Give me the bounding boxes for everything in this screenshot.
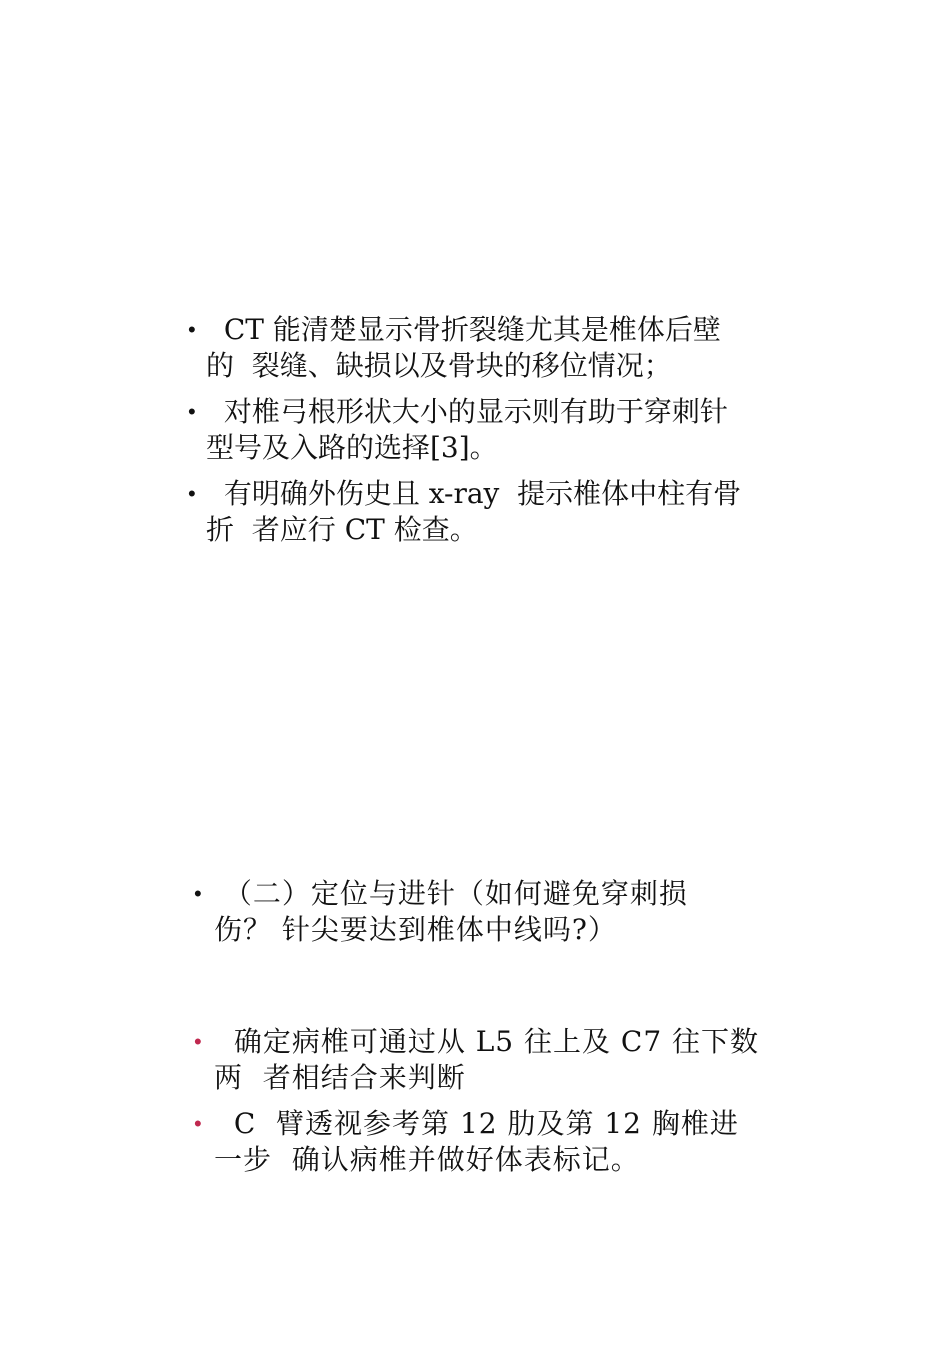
list-item-line: CT 能清楚显示骨折裂缝尤其是椎体后壁 xyxy=(206,313,721,346)
bullet-icon: • xyxy=(188,481,196,506)
list-item-line: 折 者应行 CT 检查。 xyxy=(206,513,478,546)
bullet-icon: • xyxy=(188,317,196,342)
bullet-icon: • xyxy=(188,399,196,424)
list-item xyxy=(180,312,820,384)
list-item-line: 一步 确认病椎并做好体表标记。 xyxy=(214,1143,640,1176)
section-heading-positioning xyxy=(190,876,810,948)
list-item-line: 有明确外伤史且 x-ray 提示椎体中柱有骨 xyxy=(206,477,742,510)
list-item xyxy=(180,394,820,466)
bullet-list-vertebra xyxy=(190,1024,830,1188)
list-item-line: 确定病椎可通过从 L5 往上及 C7 往下数 xyxy=(214,1025,760,1058)
bullet-list-ct xyxy=(180,312,820,558)
list-item xyxy=(190,1106,830,1178)
bullet-icon: • xyxy=(194,881,202,906)
list-item-line: 两 者相结合来判断 xyxy=(214,1061,466,1094)
list-item xyxy=(180,476,820,548)
list-item-line: 伤？ 针尖要达到椎体中线吗?） xyxy=(214,913,617,946)
list-item-line: 型号及入路的选择[3]。 xyxy=(206,431,498,464)
list-item xyxy=(190,1024,830,1096)
list-item-line: 对椎弓根形状大小的显示则有助于穿刺针 xyxy=(206,395,728,428)
list-item-line: （二）定位与进针（如何避免穿刺损 xyxy=(214,877,688,910)
list-item-line: C 臂透视参考第 12 肋及第 12 胸椎进 xyxy=(214,1107,739,1140)
bullet-icon: • xyxy=(194,1111,202,1136)
list-item xyxy=(190,876,810,948)
list-item-line: 的 裂缝、缺损以及骨块的移位情况； xyxy=(206,349,672,382)
bullet-icon: • xyxy=(194,1029,202,1054)
